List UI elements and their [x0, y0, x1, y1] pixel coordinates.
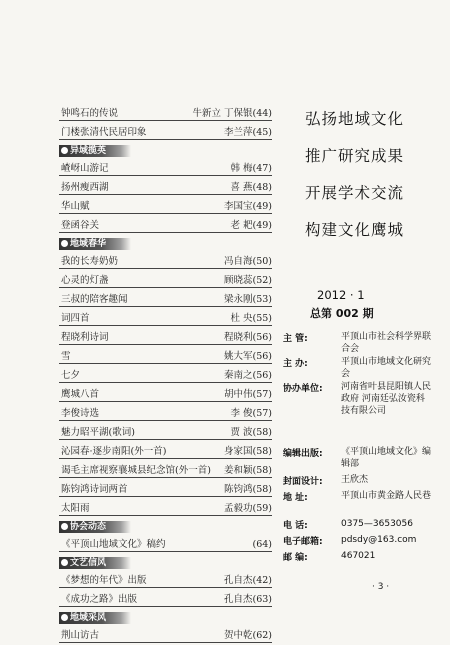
issue-total: 总第 002 期 — [310, 307, 374, 320]
info-phone — [283, 518, 433, 530]
info-value: 《平顶山地域文化》编辑部 — [341, 447, 432, 469]
toc-entry — [59, 626, 272, 645]
info-label: 编辑出版: — [283, 449, 323, 459]
entry-author-page: 贾 波(58) — [230, 427, 272, 438]
entry-title: 谒毛主席视察襄城县纪念馆(外一首) — [61, 465, 211, 476]
info-label: 地 址: — [283, 493, 308, 503]
entry-author-page: 陈钧鸿(58) — [223, 484, 272, 495]
toc-entry — [59, 347, 272, 366]
entry-author-page: 老 耙(49) — [230, 220, 272, 231]
entry-author-page: (64) — [252, 539, 272, 550]
page-number: · 3 · — [372, 582, 390, 592]
entry-author-page: 身家国(58) — [223, 446, 272, 457]
bullet-icon — [61, 523, 68, 530]
slogan-4: 构建文化鹰城 — [305, 221, 405, 239]
entry-title: 雪 — [61, 351, 71, 362]
entry-title: 三叔的陪客趣闻 — [61, 294, 128, 305]
toc-entry — [59, 385, 272, 404]
bullet-icon — [61, 559, 68, 566]
info-value: 平顶山市社会科学界联合会 — [341, 332, 432, 354]
info-email — [283, 534, 433, 546]
info-value: pdsdy@163.com — [341, 535, 417, 545]
entry-author-page: 孟毅功(59) — [223, 503, 272, 514]
info-label: 协办单位: — [283, 384, 323, 394]
entry-title: 华山赋 — [61, 201, 90, 212]
toc-entry — [59, 328, 272, 347]
section-header — [59, 238, 131, 250]
bullet-icon — [61, 240, 68, 247]
info-value: 河南省叶县昆阳镇人民政府 河南廷弘汝瓷科技有限公司 — [341, 382, 432, 416]
entry-title: 门楼张清代民居印象 — [61, 127, 147, 138]
entry-author-page: 李兰萍(45) — [223, 127, 272, 138]
bullet-icon — [61, 614, 68, 621]
info-label: 主 办: — [283, 359, 308, 369]
toc-entry — [59, 404, 272, 423]
slogan-2: 推广研究成果 — [305, 147, 405, 165]
toc-entry — [59, 442, 272, 461]
toc-entry — [59, 271, 272, 290]
section-header — [59, 521, 131, 533]
toc-entry — [59, 197, 272, 216]
toc-entry — [59, 461, 272, 480]
info-cover-design — [283, 474, 433, 486]
info-sponsor — [283, 331, 433, 355]
info-label: 电 话: — [283, 521, 308, 531]
toc-entry — [59, 571, 272, 590]
entry-author-page: 喜 燕(48) — [230, 182, 272, 193]
entry-author-page: 杜 央(55) — [230, 313, 272, 324]
section-header — [59, 612, 131, 624]
entry-title: 钟鸣石的传说 — [61, 108, 119, 119]
toc-entry — [59, 309, 272, 328]
entry-author-page: 程晓利(56) — [223, 332, 272, 343]
entry-author-page: 秦南之(56) — [223, 370, 272, 381]
info-label: 电子邮箱: — [283, 537, 323, 547]
info-label: 主 管: — [283, 334, 308, 344]
issue-year: 2012 · 1 — [317, 288, 365, 302]
entry-author-page: 李 俊(57) — [230, 408, 272, 419]
entry-author-page: 梁永刚(53) — [223, 294, 272, 305]
entry-author-page: 孔自杰(63) — [223, 594, 272, 605]
slogan-1: 弘扬地域文化 — [305, 110, 405, 128]
info-value: 平顶山市地域文化研究会 — [341, 357, 432, 379]
section-header — [59, 557, 131, 569]
entry-author-page: 韩 梅(47) — [230, 163, 272, 174]
info-label: 封面设计: — [283, 477, 323, 487]
entry-title: 登函谷关 — [61, 220, 100, 231]
toc-entry — [59, 499, 272, 518]
info-value: 平顶山市黄金路人民巷 — [341, 491, 432, 501]
info-address — [283, 490, 433, 514]
entry-title: 鹰城八首 — [61, 389, 100, 400]
entry-author-page: 姚大军(56) — [223, 351, 272, 362]
entry-title: 七夕 — [61, 370, 81, 381]
entry-author-page: 孔自杰(42) — [223, 575, 272, 586]
entry-title: 荆山访古 — [61, 630, 100, 641]
section-label: 地域春华 — [70, 239, 107, 249]
toc-entry — [59, 252, 272, 271]
entry-title: 《成功之路》出版 — [61, 594, 138, 605]
info-label: 邮 编: — [283, 553, 308, 563]
section-label: 文艺信风 — [70, 558, 107, 568]
bullet-icon — [61, 147, 68, 154]
section-label: 地域采风 — [70, 613, 107, 623]
entry-author-page: 冯自海(50) — [223, 256, 272, 267]
toc-entry — [59, 216, 272, 235]
toc-entry — [59, 535, 272, 554]
entry-title: 程晓利诗词 — [61, 332, 109, 343]
section-label: 协会动态 — [70, 522, 107, 532]
toc-entry — [59, 123, 272, 142]
info-co-organizer — [283, 381, 433, 421]
entry-author-page: 贺中乾(62) — [223, 630, 272, 641]
entry-title: 心灵的灯盏 — [61, 275, 109, 286]
table-of-contents — [59, 104, 272, 645]
toc-entry — [59, 423, 272, 442]
entry-title: 我的长寿奶奶 — [61, 256, 119, 267]
info-value: 467021 — [341, 551, 376, 561]
info-value: 王欣杰 — [341, 475, 369, 485]
entry-title: 词四首 — [61, 313, 90, 324]
info-publisher — [283, 446, 433, 470]
section-header — [59, 145, 131, 157]
entry-author-page: 姜和颖(58) — [223, 465, 272, 476]
toc-entry — [59, 366, 272, 385]
entry-author-page: 牛新立 丁保银(44) — [192, 108, 272, 119]
entry-author-page: 顾晓蕊(52) — [223, 275, 272, 286]
slogan-3: 开展学术交流 — [305, 184, 405, 202]
toc-entry — [59, 590, 272, 609]
info-value: 0375—3653056 — [341, 519, 413, 529]
entry-title: 太阳雨 — [61, 503, 90, 514]
entry-title: 沁园春·逐步南阳(外一首) — [61, 446, 167, 457]
section-label: 异域揽英 — [70, 146, 107, 156]
entry-title: 《平顶山地域文化》稿约 — [61, 539, 166, 550]
entry-title: 嵖岈山游记 — [61, 163, 109, 174]
toc-entry — [59, 290, 272, 309]
entry-title: 李俊诗选 — [61, 408, 100, 419]
info-postcode — [283, 550, 433, 562]
entry-title: 陈钧鸿诗词两首 — [61, 484, 128, 495]
toc-entry — [59, 480, 272, 499]
entry-title: 《梦想的年代》出版 — [61, 575, 147, 586]
entry-author-page: 胡中伟(57) — [223, 389, 272, 400]
entry-author-page: 李国宝(49) — [223, 201, 272, 212]
toc-entry — [59, 159, 272, 178]
toc-entry — [59, 178, 272, 197]
toc-entry — [59, 104, 272, 123]
entry-title: 扬州瘦西湖 — [61, 182, 109, 193]
entry-title: 魅力昭平湖(歌词) — [61, 427, 135, 438]
info-host — [283, 356, 433, 380]
